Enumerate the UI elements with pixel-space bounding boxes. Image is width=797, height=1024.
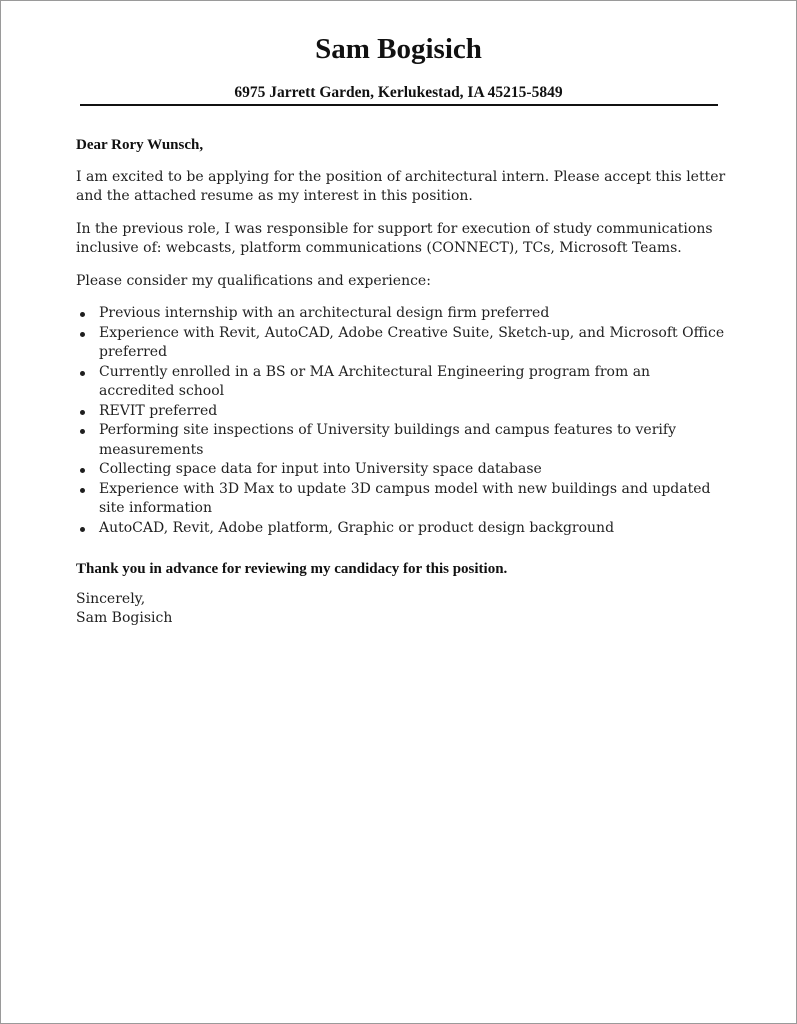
qualifications-intro: Please consider my qualifications and experience: (76, 272, 431, 289)
header-divider (80, 104, 718, 106)
list-item (76, 304, 726, 324)
bullet-dot-icon (80, 410, 85, 415)
list-item (76, 460, 726, 480)
bullet-dot-icon (80, 429, 85, 434)
list-item-text: AutoCAD, Revit, Adobe platform, Graphic or product design background (99, 519, 615, 536)
sender-address: 6975 Jarrett Garden, Kerlukestad, IA 45215-5849 (234, 84, 563, 101)
list-item-text: Experience with Revit, AutoCAD, Adobe Creative Suite, Sketch-up, and Microsoft Office preferred (99, 324, 725, 360)
list-item-text: Collecting space data for input into University space database (99, 461, 542, 477)
list-item-text: Performing site inspections of University buildings and campus features to verify measurements (99, 422, 676, 458)
list-item-text: Previous internship with an architectural design firm preferred (99, 305, 550, 321)
sender-name: Sam Bogisich (315, 33, 482, 65)
letter-body (76, 136, 726, 642)
thank-you-line: Thank you in advance for reviewing my candidacy for this position. (76, 561, 508, 577)
bullet-dot-icon (80, 468, 85, 473)
intro-paragraph: I am excited to be applying for the position of architectural intern. Please accept this letter and the attached resume as my interest in this position. (76, 168, 726, 204)
list-item (76, 480, 726, 519)
bullet-dot-icon (80, 332, 85, 337)
list-item (76, 519, 726, 539)
list-item-text: REVIT preferred (99, 402, 218, 419)
bullet-dot-icon (80, 488, 85, 493)
qualifications-list (76, 304, 726, 538)
bullet-dot-icon (80, 371, 85, 376)
list-item-text: Currently enrolled in a BS or MA Architectural Engineering program from an accredited school (99, 363, 651, 399)
list-item (76, 363, 726, 402)
list-item (76, 324, 726, 363)
bullet-dot-icon (80, 527, 85, 532)
bullet-dot-icon (80, 312, 85, 317)
list-item-text: Experience with 3D Max to update 3D campus model with new buildings and updated site information (99, 480, 711, 516)
list-item (76, 402, 726, 422)
signoff-block (76, 590, 726, 629)
closing: Sincerely, (76, 590, 146, 607)
experience-paragraph: In the previous role, I was responsible for support for execution of study communications inclusive of: webcasts, platform communications (CONNECT), TCs, Microsoft Teams. (76, 220, 713, 256)
salutation: Dear Rory Wunsch, (76, 137, 204, 153)
list-item (76, 421, 726, 460)
signature: Sam Bogisich (76, 610, 173, 626)
